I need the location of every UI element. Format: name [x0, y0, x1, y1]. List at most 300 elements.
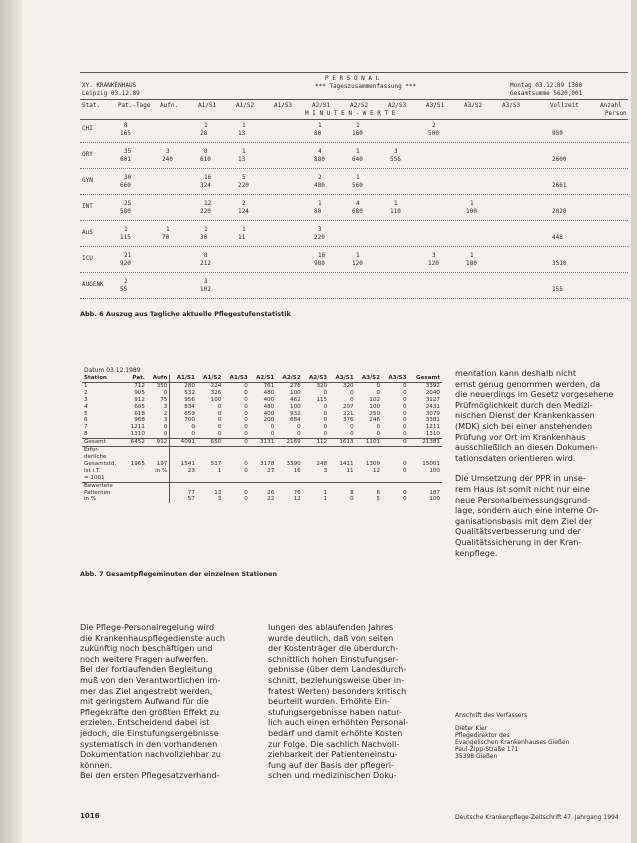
- table-row: [82, 424, 442, 431]
- table-cell: 480: [263, 403, 275, 410]
- table-cell: 3: [217, 496, 222, 503]
- table-cell: 26: [267, 489, 275, 496]
- printout-minutes: 560: [352, 182, 363, 189]
- printout-minutes: 30: [200, 234, 208, 241]
- table-cell: [125, 447, 147, 454]
- printout-col-header: Vollzeit: [550, 102, 579, 109]
- table-cell: 968: [134, 417, 145, 424]
- text-line: Bei den ersten Pflegesatzverhand-: [80, 770, 220, 781]
- row-label: 8: [84, 431, 88, 438]
- table-cell: 0: [270, 424, 275, 431]
- printout-minutes: 3510: [552, 260, 567, 267]
- printout-minutes: 950: [552, 130, 563, 137]
- printout-minutes: 110: [390, 208, 401, 215]
- table-cell: 0: [244, 467, 248, 474]
- text-line: schen und medizinischen Doku-: [268, 770, 397, 781]
- printout-minutes: 240: [162, 156, 173, 163]
- text-line: stufungsergebnisse haben natur-: [268, 706, 402, 717]
- text-line: Die Pflege-Personalregelung wird: [80, 622, 215, 632]
- table-cell: A1/S3: [229, 375, 248, 381]
- table-cell: 517: [210, 460, 222, 467]
- table-cell: 480: [263, 389, 275, 396]
- printout-count: 12: [204, 200, 212, 207]
- table-date: Datum 03.12.1989: [84, 367, 141, 374]
- printout-count: 5: [242, 174, 246, 181]
- printout-minutes: 13: [238, 156, 246, 163]
- table-cell: 0: [402, 396, 407, 403]
- table-row: [82, 461, 442, 468]
- table-cell: 932: [290, 410, 301, 417]
- table-cell: 15001: [422, 460, 440, 467]
- table-cell: 618: [134, 410, 145, 417]
- table-cell: [125, 496, 147, 503]
- printout-count: 1: [204, 122, 208, 129]
- table-cell: 12: [293, 496, 301, 503]
- printout-col-header: A2/S2: [350, 102, 369, 109]
- printout-minutes: 680: [352, 208, 363, 215]
- right-column-text: [455, 368, 627, 558]
- table-cell: 532: [170, 390, 197, 397]
- table-row: [82, 439, 442, 447]
- table-cell: A2/S2: [282, 375, 301, 381]
- printout-count: 1: [356, 174, 360, 181]
- table-cell: 207: [342, 403, 354, 410]
- table-cell: 320: [329, 382, 355, 389]
- table-cell: [329, 482, 355, 489]
- author-line: Evangelischen Krankenhauses Gießen: [455, 739, 570, 746]
- printout-minutes: 165: [120, 130, 131, 137]
- table-cell: 912: [134, 396, 145, 403]
- table-cell: [356, 454, 382, 461]
- table-cell: 100: [210, 396, 222, 403]
- table-cell: 1541: [170, 461, 197, 468]
- table-cell: 2040: [425, 389, 440, 396]
- table-cell: [382, 482, 408, 489]
- printout-count: 1: [242, 226, 246, 233]
- printout-count: 8: [204, 148, 208, 155]
- text-line: ziehbarkeit der Patienteneinstu-: [268, 749, 398, 760]
- table-row: [82, 390, 442, 397]
- table-cell: 1: [323, 496, 328, 503]
- table-cell: 712: [125, 382, 147, 389]
- table-row: [82, 431, 442, 438]
- table-cell: 100: [429, 467, 440, 474]
- printout-count: 8: [204, 252, 208, 259]
- table-row: [82, 417, 442, 424]
- table-cell: 0: [244, 410, 248, 417]
- printout-count: 4: [356, 200, 360, 207]
- table-cell: 0: [244, 424, 248, 431]
- printout-count: 1: [356, 122, 360, 129]
- table-cell: [197, 447, 223, 454]
- table-cell: 12: [372, 467, 381, 474]
- printout-minutes: 220: [200, 208, 211, 215]
- table-cell: 221: [342, 410, 354, 417]
- text-line: (MDK) sich bei einer anstehenden: [455, 420, 593, 431]
- printout-count: 2: [242, 200, 246, 207]
- text-line: die Krankenhauspflegedienste auch: [80, 632, 226, 643]
- table-cell: [223, 475, 249, 482]
- printout-minutes: 160: [352, 130, 363, 137]
- printout-count: 3: [204, 278, 208, 285]
- printout-count: 1: [356, 252, 360, 259]
- journal-footer: Deutsche Krankenpflege-Zeitschrift 47. Jahrgang 1994: [455, 814, 619, 821]
- author-line: Dieter Kier: [455, 725, 488, 732]
- table-cell: A3/S3: [388, 375, 407, 381]
- text-line: kenpflege.: [455, 547, 498, 558]
- table-cell: 0: [402, 460, 407, 467]
- text-line: Dokumentation nachvollziehbar zu: [80, 749, 221, 760]
- text-line: rem Haus ist somit nicht nur eine: [455, 483, 591, 494]
- table-cell: [409, 482, 442, 489]
- table-cell: 3131: [250, 439, 276, 447]
- table-cell: 22: [267, 496, 275, 503]
- table-cell: 77: [170, 490, 197, 497]
- printout-minutes: 920: [120, 260, 131, 267]
- printout-col-extra: Person: [605, 110, 627, 117]
- printout-count: 1: [166, 226, 170, 233]
- printout-count: 25: [124, 200, 132, 207]
- printout-minutes: 124: [238, 208, 249, 215]
- text-line: ernst genug genommen werden, da: [455, 378, 601, 389]
- table-cell: 250: [369, 410, 381, 417]
- table-cell: 0: [350, 431, 354, 438]
- table-cell: [329, 454, 355, 461]
- text-line: Bei der fortlaufenden Begleitung: [80, 664, 213, 675]
- printout-minutes: 610: [200, 156, 211, 163]
- printout-minutes: 2020: [552, 208, 567, 215]
- table-cell: [276, 475, 302, 482]
- table-cell: [170, 454, 197, 461]
- table-cell: 0: [244, 396, 248, 403]
- table-cell: [356, 447, 382, 454]
- printout-count: 3: [394, 148, 398, 155]
- table-cell: 5: [376, 496, 381, 503]
- table-cell: [125, 468, 147, 475]
- table-cell: 1411: [339, 460, 354, 467]
- printout-minutes: 480: [314, 182, 325, 189]
- table-cell: Pat.: [132, 375, 145, 381]
- table-row: [82, 404, 442, 411]
- table-cell: 1211: [425, 424, 440, 431]
- text-line: die neuerdings im Gesetz vorgesehene: [455, 389, 614, 400]
- table-cell: 1101: [356, 439, 382, 447]
- table-cell: 100: [429, 496, 440, 503]
- table-cell: 1211: [130, 424, 145, 431]
- printout-minutes: 13: [238, 130, 246, 137]
- printout-count: 1: [124, 226, 128, 233]
- text-line: Qualitätsverbesserung und der: [455, 526, 581, 537]
- table-cell: 326: [210, 389, 222, 396]
- table-cell: 16: [293, 467, 301, 474]
- table-cell: 761: [250, 382, 276, 389]
- table-cell: [382, 447, 408, 454]
- printout-total: Gesamtsumme 5620,001: [510, 90, 583, 97]
- table-cell: [356, 482, 382, 489]
- author-line: Pflegedirektor des: [455, 732, 510, 739]
- table-cell: 0: [297, 424, 301, 431]
- printout-count: 3: [432, 252, 436, 259]
- printout-col-header: A1/S1: [198, 102, 217, 109]
- table-row: [82, 411, 442, 418]
- row-label: 7: [84, 424, 88, 431]
- table-cell: [356, 475, 382, 482]
- printout-minutes: 580: [120, 208, 131, 215]
- text-line: schnittlich hohen Einstufungser-: [268, 653, 399, 664]
- table-cell: 0: [323, 403, 328, 410]
- text-line: beurteilt wurden. Erhöhte Ein-: [268, 696, 390, 707]
- printout-minutes: 556: [390, 156, 401, 163]
- text-line: tationsdaten orientieren wird.: [455, 452, 576, 463]
- printout-col-header: A3/S1: [426, 102, 445, 109]
- text-line: noch weitere Fragen aufwerfen.: [80, 653, 209, 664]
- printout-minutes: 102: [200, 286, 211, 293]
- text-line: ganisationsbasis mit dem Ziel der: [455, 515, 593, 526]
- printout-rows: [80, 122, 628, 312]
- table-cell: [125, 490, 147, 497]
- table-cell: [276, 482, 302, 489]
- table-cell: [250, 447, 276, 454]
- printout-minutes: 28: [200, 130, 208, 137]
- table-cell: 6452: [125, 439, 147, 447]
- row-label: Bewertete: [82, 482, 125, 489]
- table-cell: 700: [170, 417, 197, 424]
- text-line: Die Umsetzung der PPR in unse-: [455, 473, 586, 484]
- printout-minutes: 220: [314, 234, 325, 241]
- table-cell: 1613: [329, 439, 355, 447]
- row-label: Patienten: [84, 489, 111, 496]
- table-cell: A1/S1: [170, 375, 197, 382]
- printout-count: 2: [432, 122, 436, 129]
- table-cell: [409, 447, 442, 454]
- table-cell: 0: [356, 382, 382, 389]
- text-line: Prüfmöglichkeit durch den Medizi-: [455, 399, 593, 410]
- station-minutes-table: [82, 375, 442, 503]
- text-line: jedoch, die Einstufungsergebnisse: [80, 727, 219, 738]
- text-line: mer das Ziel angestrebt werden,: [80, 685, 213, 696]
- table-cell: 0: [244, 431, 248, 438]
- table-cell: 75: [160, 396, 168, 403]
- printout-minutes: 601: [120, 156, 131, 163]
- table-cell: [170, 482, 197, 489]
- printout-date: Montag 03.12.89 1300: [510, 82, 583, 89]
- table-cell: 197: [156, 460, 168, 467]
- table-cell: 280: [170, 382, 197, 389]
- table-cell: 462: [290, 396, 301, 403]
- row-label: Gesamtstd.: [84, 460, 117, 467]
- text-line: mentation kann deshalb nicht: [455, 368, 577, 378]
- table-cell: A3/S2: [361, 375, 381, 381]
- table-cell: 350: [147, 382, 170, 389]
- text-line: muß von den Verantwortlichen im-: [80, 674, 221, 685]
- table-cell: 0: [402, 496, 407, 503]
- row-label: Station: [84, 375, 107, 381]
- printout-station: AUGENK: [82, 281, 104, 288]
- row-label: Ist i.T.: [84, 467, 101, 474]
- printout-count: 3: [166, 148, 170, 155]
- printout-col-header: A2/S1: [312, 102, 331, 109]
- text-line: neue Personalbemessungsgrund-: [455, 494, 591, 505]
- row-label: 5: [84, 410, 88, 417]
- table-cell: 11: [346, 467, 354, 474]
- table-cell: 0: [402, 424, 407, 431]
- row-label: derliche: [84, 453, 107, 460]
- table-cell: A1/S2: [203, 375, 222, 381]
- table-cell: 0: [382, 382, 408, 389]
- text-line: lage, sondern auch eine interne Or-: [455, 505, 599, 516]
- row-label: Gesamt: [82, 439, 125, 447]
- printout-count: 1: [470, 200, 474, 207]
- page-spine-shadow: [0, 0, 22, 843]
- table-cell: [250, 475, 276, 482]
- table-cell: [125, 475, 147, 482]
- printout-count: 35: [124, 148, 132, 155]
- row-label: Erfor-: [82, 447, 125, 454]
- text-line: gebnisse (über dem Landesdurch-: [268, 664, 407, 675]
- table-row: [82, 496, 442, 503]
- table-cell: A2/S3: [308, 375, 328, 381]
- table-cell: 0: [217, 424, 222, 431]
- text-line: Prüfung vor Ort im Krankenhaus: [455, 431, 586, 442]
- table-cell: 0: [402, 403, 407, 410]
- table-cell: 0: [402, 389, 407, 396]
- row-label: = 1001: [84, 474, 105, 481]
- table-cell: 0: [217, 417, 222, 424]
- printout-minutes: 640: [352, 156, 363, 163]
- row-label: in %: [84, 496, 97, 503]
- table-cell: 0: [170, 431, 197, 438]
- left-column-text: [80, 622, 252, 781]
- table-cell: 3: [163, 403, 168, 410]
- printout-minutes: 115: [120, 234, 131, 241]
- table-cell: 905: [134, 389, 145, 396]
- printout-count: 1: [318, 200, 322, 207]
- text-line: zukünftig noch beschäftigen und: [80, 643, 213, 654]
- printout-count: 1: [394, 200, 398, 207]
- table-cell: 0: [244, 389, 248, 396]
- table-cell: 6: [376, 489, 381, 496]
- table-cell: 2169: [276, 439, 302, 447]
- table-cell: 3381: [425, 417, 440, 424]
- printout-count: 8: [124, 122, 128, 129]
- table-cell: 0: [244, 460, 248, 467]
- table-cell: 0: [402, 467, 407, 474]
- table-cell: 0: [350, 389, 354, 396]
- table-cell: 320: [303, 382, 329, 389]
- table-cell: A2/S1: [256, 375, 275, 381]
- table-cell: [125, 482, 147, 489]
- table-cell: [170, 475, 197, 482]
- table-cell: 0: [402, 410, 407, 417]
- table-cell: [329, 475, 355, 482]
- printout-title: P E R S O N A L: [325, 75, 380, 82]
- printout-col-header: A1/S3: [274, 102, 293, 109]
- table-cell: 0: [217, 410, 222, 417]
- text-line: [455, 463, 627, 473]
- table-cell: 0: [217, 431, 222, 438]
- table-cell: 57: [170, 496, 197, 503]
- table-cell: [147, 496, 170, 503]
- page-number: 1016: [80, 812, 100, 820]
- printout-minutes: 980: [314, 260, 325, 267]
- table-cell: 0: [163, 424, 168, 431]
- author-block: [455, 712, 625, 760]
- table-cell: 912: [147, 439, 170, 447]
- printout-minutes: 120: [428, 260, 439, 267]
- printout-minutes: 180: [466, 260, 477, 267]
- table-cell: [382, 454, 408, 461]
- table-cell: 200: [263, 417, 275, 424]
- printout-col-header: A3/S3: [502, 102, 521, 109]
- author-line: Paul-Zipp-Straße 171: [455, 746, 519, 753]
- printout-minutes: 660: [120, 182, 131, 189]
- printout-count: 2: [124, 278, 128, 285]
- table-cell: 0: [350, 396, 354, 403]
- table-cell: [382, 475, 408, 482]
- text-line: nischen Dienst der Krankenkassen: [455, 410, 595, 421]
- table-cell: 684: [290, 417, 301, 424]
- table-cell: in %: [155, 467, 168, 474]
- table-cell: 0: [217, 403, 222, 410]
- table-cell: 0: [223, 439, 249, 447]
- row-label: 3: [84, 396, 88, 403]
- table-figure: [80, 365, 445, 568]
- table-cell: 0: [323, 410, 328, 417]
- table-cell: 3178: [260, 460, 275, 467]
- table-cell: 0: [244, 496, 248, 503]
- table-cell: [329, 447, 355, 454]
- table-cell: [197, 475, 223, 482]
- text-line: der Kostenträger die überdurch-: [268, 643, 399, 654]
- table-cell: [197, 454, 223, 461]
- printout-minutes: 155: [552, 286, 563, 293]
- page-edge: [631, 0, 637, 843]
- text-line: mit geringstem Aufwand für die: [80, 696, 209, 707]
- middle-column-text: [268, 622, 440, 781]
- printout-station: GYN: [82, 177, 93, 184]
- table-cell: 834: [170, 404, 197, 411]
- text-line: zur Folge. Die sachlich Nachvoll-: [268, 738, 400, 749]
- table-cell: [147, 482, 170, 489]
- table-cell: 0: [297, 431, 301, 438]
- printout-minutes: 212: [200, 260, 211, 267]
- table-cell: 2431: [425, 403, 440, 410]
- table-cell: 3: [163, 417, 168, 424]
- table-cell: 1309: [365, 460, 381, 467]
- table-cell: 1310: [130, 431, 145, 438]
- table-cell: 0: [223, 382, 249, 389]
- text-line: fratest Werten) besonders kritisch: [268, 685, 407, 696]
- table-cell: Aufn: [152, 375, 168, 381]
- table-cell: 0: [244, 403, 248, 410]
- table-cell: 0: [376, 389, 381, 396]
- table-cell: [170, 447, 197, 454]
- table-cell: 1965: [130, 460, 145, 467]
- table-cell: 13: [214, 489, 222, 496]
- table-cell: 1: [217, 467, 222, 474]
- table-cell: [303, 447, 329, 454]
- table-cell: [147, 454, 170, 461]
- table-cell: 0: [402, 431, 407, 438]
- table-row: [82, 482, 442, 489]
- table-cell: 100: [369, 403, 381, 410]
- printout-count: 1: [204, 226, 208, 233]
- row-label: 2: [84, 389, 88, 396]
- table-cell: [223, 454, 249, 461]
- table-cell: 0: [402, 417, 407, 424]
- table-cell: [147, 447, 170, 454]
- printout-count: 3: [318, 226, 322, 233]
